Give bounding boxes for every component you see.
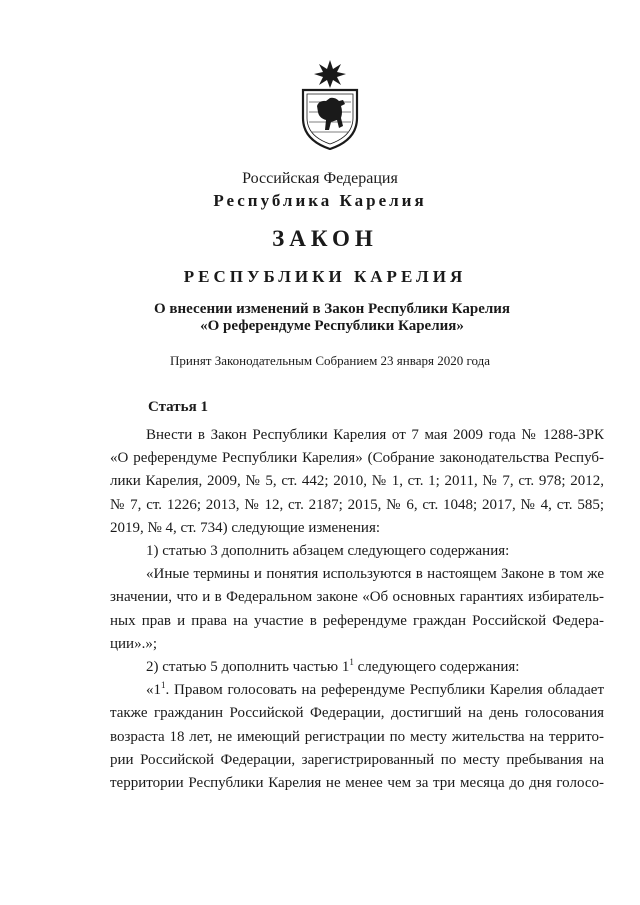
coat-of-arms-icon — [299, 60, 361, 150]
paragraph-line: лики Карелия, 2009, № 5, ст. 442; 2010, № 1, ст. 1; 2011, № 7, ст. 978; 2012, — [110, 473, 604, 490]
list-item-2-tail: следующего содержания: — [353, 659, 520, 676]
law-title-line1: О внесении изменений в Закон Республики Карелия — [153, 301, 511, 317]
republic-name: Республика Карелия — [213, 191, 427, 210]
quote-line: ных прав и права на участие в референдуме граждан Российской Федера- — [110, 612, 604, 629]
document-issuer: РЕСПУБЛИКИ КАРЕЛИЯ — [183, 267, 467, 286]
quote-line: значении, что и в Федеральном законе «Об основных гарантиях избиратель- — [110, 589, 604, 606]
quote-line: «Иные термины и понятия используются в настоящем Законе в том же — [146, 566, 604, 583]
law-title-line2: «О референдуме Республики Карелия» — [200, 318, 464, 334]
paragraph-line: № 7, ст. 1226; 2013, № 12, ст. 2187; 2015, № 6, ст. 1048; 2017, № 4, ст. 585; — [110, 496, 604, 513]
quote-line: возраста 18 лет, не имеющий регистрации по месту жительства на террито- — [110, 728, 604, 745]
quote-open: «1 — [146, 682, 161, 699]
quote-text: . Правом голосовать на референдуме Республики Карелия обладает — [165, 682, 604, 699]
superscript: 1 — [349, 657, 354, 668]
paragraph-line: Внести в Закон Республики Карелия от 7 мая 2009 года № 1288-ЗРК — [146, 427, 604, 443]
list-item-2-text: 2) статью 5 дополнить частью 1 — [146, 659, 350, 676]
superscript: 1 — [161, 680, 166, 691]
article-body — [110, 424, 604, 795]
adoption-date: Принят Законодательным Собранием 23 января 2020 года — [170, 353, 490, 368]
list-item-1: 1) статью 3 дополнить абзацем следующего содержания: — [146, 543, 510, 560]
quote-line: территории Республики Карелия не менее чем за три месяца до дня голосо- — [110, 775, 604, 792]
paragraph-line: «О референдуме Республики Карелия» (Собрание законодательства Респуб- — [110, 450, 604, 467]
paragraph-line: 2019, № 4, ст. 734) следующие изменения: — [110, 519, 381, 536]
quote-line: также гражданин Российской Федерации, достигший на день голосования — [110, 705, 604, 722]
article-heading: Статья 1 — [148, 399, 208, 415]
quote-line — [110, 679, 604, 702]
list-item-2 — [110, 656, 604, 679]
document-type: ЗАКОН — [272, 226, 378, 251]
country-name: Российская Федерация — [242, 170, 398, 187]
quote-line: рии Российской Федерации, зарегистрированный по месту пребывания на — [110, 751, 604, 768]
quote-line: ции».»; — [110, 635, 157, 652]
